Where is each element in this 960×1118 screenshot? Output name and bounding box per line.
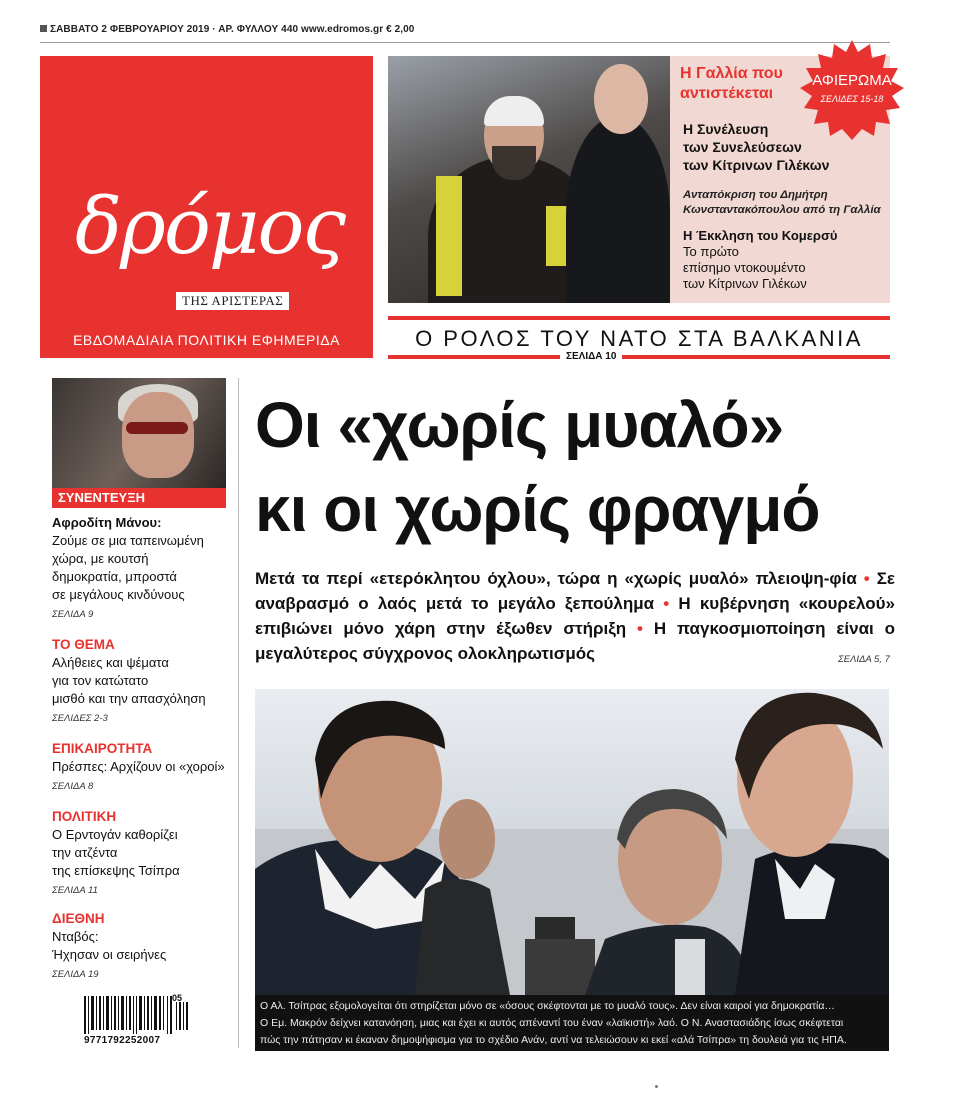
interview-teaser[interactable]: Αφροδίτη Μάνου: Ζούμε σε μια ταπεινωμένη χώρα, με κουτσή δημοκρατία, μπροστά σε μεγάλους κινδύνους ΣΕΛΙΔΑ 9	[52, 515, 204, 620]
barcode-issue: 05	[172, 993, 183, 1003]
divider	[40, 42, 890, 43]
issue-info: ΣΑΒΒΑΤΟ 2 ΦΕΒΡΟΥΑΡΙΟΥ 2019 · ΑΡ. ΦΥΛΛΟΥ 440 www.edromos.gr € 2,00	[40, 24, 414, 35]
section-international[interactable]: ΔΙΕΘΝΗ Νταβός: Ήχησαν οι σειρήνες ΣΕΛΙΔΑ 19	[52, 911, 167, 980]
logo: δρόμος	[75, 182, 345, 272]
feature-item-assembly[interactable]: Η Συνέλευση των Συνελεύσεων των Κίτρινων Γιλέκων	[683, 121, 830, 173]
page-ref: ΣΕΛΙΔΑ 5, 7	[838, 654, 890, 665]
leaders-photo	[255, 689, 889, 995]
barcode-number: 9771792252007	[84, 1035, 161, 1046]
photo-caption: Ο Αλ. Τσίπρας εξομολογείται ότι στηρίζεται μόνο σε «όσους σκέφτονται με το μυαλό τους». Δεν είναι καιροί για δημοκρατία… Ο Εμ. Μακρόν δείχνει κατανόηση, μιας και έχει κι αυτός απέναντί του έναν «λαϊκιστή» λαό. Ο Ν. Αναστασιάδης ίσως σκέφτεται πώς την πάτησαν κι έκαναν δημοψήφισμα για το σχέδιο Ανάν, αντί να τελειώσουν κι εκεί «αλά Τσίπρα» τη δουλειά για τις ΗΠΑ.	[255, 995, 889, 1051]
feature-item-report[interactable]: Ανταπόκριση του Δημήτρη Κωνσταντακόπουλου από τη Γαλλία	[683, 189, 881, 216]
yellow-vests-photo	[388, 56, 670, 303]
page-ref: ΣΕΛΙΔΑ 10	[560, 351, 622, 362]
tagline: ΕΒΔΟΜΑΔΙΑΙΑ ΠΟΛΙΤΙΚΗ ΕΦΗΜΕΡΙΔΑ	[73, 332, 340, 348]
column-divider	[238, 378, 239, 1048]
subheadline: Μετά τα περί «ετερόκλητου όχλου», τώρα η «χωρίς μυαλό» πλειοψη-φία • Σε αναβρασμό ο λαός μετά το μεγάλο ξεπούλημα • Η κυβέρνηση «κουρελού» επιβιώνει μόνο χάρη στην έξωθεν στήριξη • Η παγκοσμιοποίηση είναι ο μεγαλύτερος σύγχρονος ολοκληρωτισμός	[255, 569, 895, 663]
feature-kicker: Η Γαλλία που αντιστέκεται	[680, 65, 783, 102]
tribute-badge: ΑΦΙΕΡΩΜΑ ΣΕΛΙΔΕΣ 15-18	[800, 38, 904, 142]
section-current[interactable]: ΕΠΙΚΑΙΡΟΤΗΤΑ Πρέσπες: Αρχίζουν οι «χοροί» ΣΕΛΙΔΑ 8	[52, 741, 225, 792]
nato-headline[interactable]: Ο ΡΟΛΟΣ ΤΟΥ ΝΑΤΟ ΣΤΑ ΒΑΛΚΑΝΙΑ	[415, 326, 863, 351]
divider	[388, 355, 890, 359]
logo-subtitle: ΤΗΣ ΑΡΙΣΤΕΡΑΣ	[176, 292, 289, 310]
section-topic[interactable]: ΤΟ ΘΕΜΑ Αλήθειες και ψέματα για τον κατώτατο μισθό και την απασχόληση ΣΕΛΙΔΕΣ 2-3	[52, 637, 206, 724]
main-headline[interactable]: Οι «χωρίς μυαλό» κι οι χωρίς φραγμό	[255, 389, 820, 545]
interview-photo	[52, 378, 226, 488]
interview-label: ΣΥΝΕΝΤΕΥΞΗ	[52, 488, 226, 508]
section-politics[interactable]: ΠΟΛΙΤΙΚΗ Ο Ερντογάν καθορίζει την ατζέντα της επίσκεψης Τσίπρα ΣΕΛΙΔΑ 11	[52, 809, 180, 896]
square-icon	[40, 25, 47, 32]
feature-item-appeal[interactable]: Η Έκκληση του Κομερσύ Το πρώτο επίσημο ντοκουμέντο των Κίτρινων Γιλέκων	[683, 228, 838, 291]
divider	[388, 316, 890, 320]
dot	[655, 1085, 658, 1088]
